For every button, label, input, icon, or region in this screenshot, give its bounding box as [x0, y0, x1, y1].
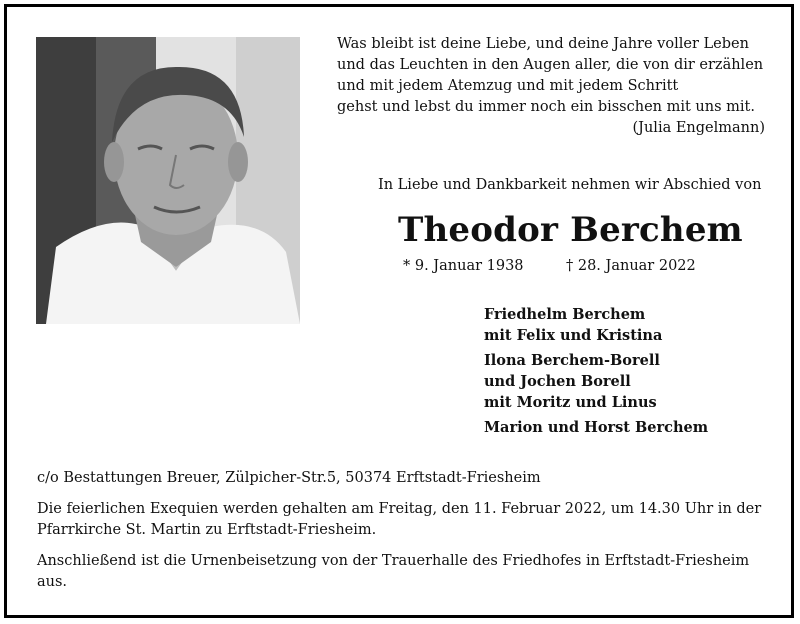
birth-date: * 9. Januar 1938 — [403, 258, 524, 274]
deceased-name: Theodor Berchem — [398, 210, 743, 250]
mourner-line: mit Moritz und Linus — [484, 394, 657, 411]
mourner-line: und Jochen Borell — [484, 373, 631, 390]
poem-line: gehst und lebst du immer noch ein bisschen mit uns mit. — [337, 99, 755, 115]
mourner-line: Friedhelm Berchem — [484, 306, 646, 323]
mourners-list — [484, 304, 708, 442]
ceremony-info — [37, 468, 767, 603]
mourner-group — [484, 304, 708, 346]
mourner-line: Ilona Berchem-Borell — [484, 352, 660, 369]
death-date: † 28. Januar 2022 — [566, 258, 696, 274]
poem-author: (Julia Engelmann) — [632, 120, 765, 136]
farewell-intro: In Liebe und Dankbarkeit nehmen wir Abschied von — [378, 177, 762, 193]
portrait-photo — [36, 37, 300, 324]
burial-text: Anschließend ist die Urnenbeisetzung von der Trauerhalle des Friedhofes in Erftstadt-Friesheim aus. — [37, 553, 750, 590]
mourner-line: Marion und Horst Berchem — [484, 419, 709, 436]
contact-address: c/o Bestattungen Breuer, Zülpicher-Str.5, 50374 Erftstadt-Friesheim — [37, 470, 541, 486]
mourner-group — [484, 417, 708, 438]
mourner-group — [484, 350, 708, 413]
exequien-text: Die feierlichen Exequien werden gehalten am Freitag, den 11. Februar 2022, um 14.30 Uhr in der Pfarrkirche St. Martin zu Erftstadt-Friesheim. — [37, 501, 762, 538]
poem-line: und das Leuchten in den Augen aller, die von dir erzählen — [337, 57, 764, 73]
portrait-icon — [36, 37, 300, 324]
poem-line: Was bleibt ist deine Liebe, und deine Jahre voller Leben — [337, 36, 749, 52]
poem — [337, 34, 767, 139]
poem-line: und mit jedem Atemzug und mit jedem Schritt — [337, 78, 679, 94]
mourner-line: mit Felix und Kristina — [484, 327, 663, 344]
